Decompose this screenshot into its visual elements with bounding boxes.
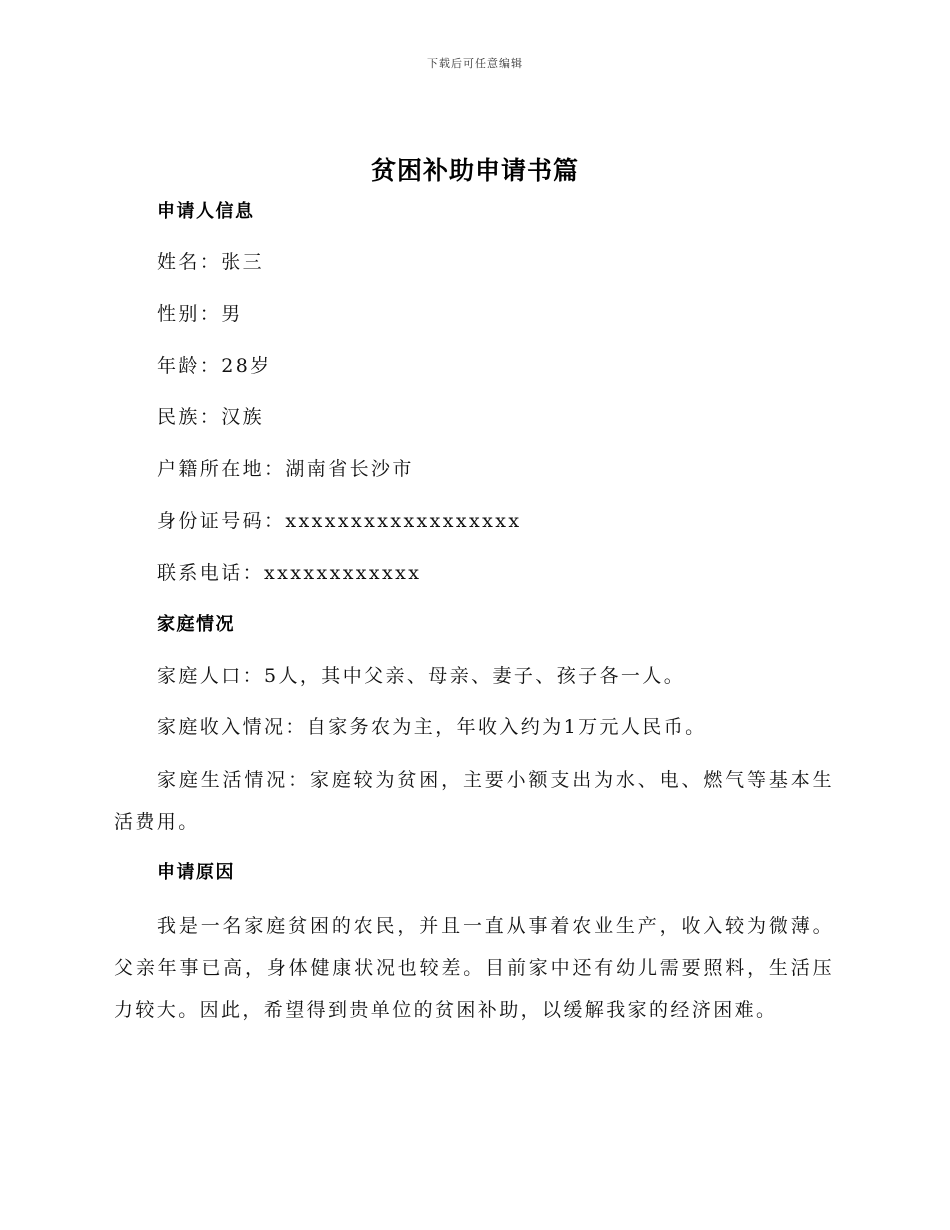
header-note: 下载后可任意编辑 [427,57,523,70]
document-title: 贫困补助申请书篇 [370,156,579,185]
applicant-age: 年龄：28岁 [157,355,272,377]
family-income: 家庭收入情况：自家务农为主，年收入约为1万元人民币。 [157,716,707,738]
section-heading-reason: 申请原因 [157,862,235,883]
applicant-name: 姓名：张三 [157,251,265,273]
family-population: 家庭人口：5人，其中父亲、母亲、妻子、孩子各一人。 [157,665,686,687]
applicant-phone: 联系电话：xxxxxxxxxxxx [157,562,422,584]
section-heading-applicant: 申请人信息 [157,201,255,222]
applicant-household-registration: 户籍所在地：湖南省长沙市 [157,458,414,480]
applicant-gender: 性别：男 [157,303,243,325]
applicant-id-number: 身份证号码：xxxxxxxxxxxxxxxxxx [157,510,522,532]
reason-paragraph: 我是一名家庭贫困的农民，并且一直从事着农业生产，收入较为微薄。父亲年事已高，身体健康状况也较差。目前家中还有幼儿需要照料，生活压力较大。因此，希望得到贵单位的贫困补助，以缓解我家的经济困难。 [114,915,834,1021]
applicant-ethnicity: 民族：汉族 [157,406,265,428]
family-living: 家庭生活情况：家庭较为贫困，主要小额支出为水、电、燃气等基本生活费用。 [114,769,834,833]
section-heading-family: 家庭情况 [157,614,235,635]
